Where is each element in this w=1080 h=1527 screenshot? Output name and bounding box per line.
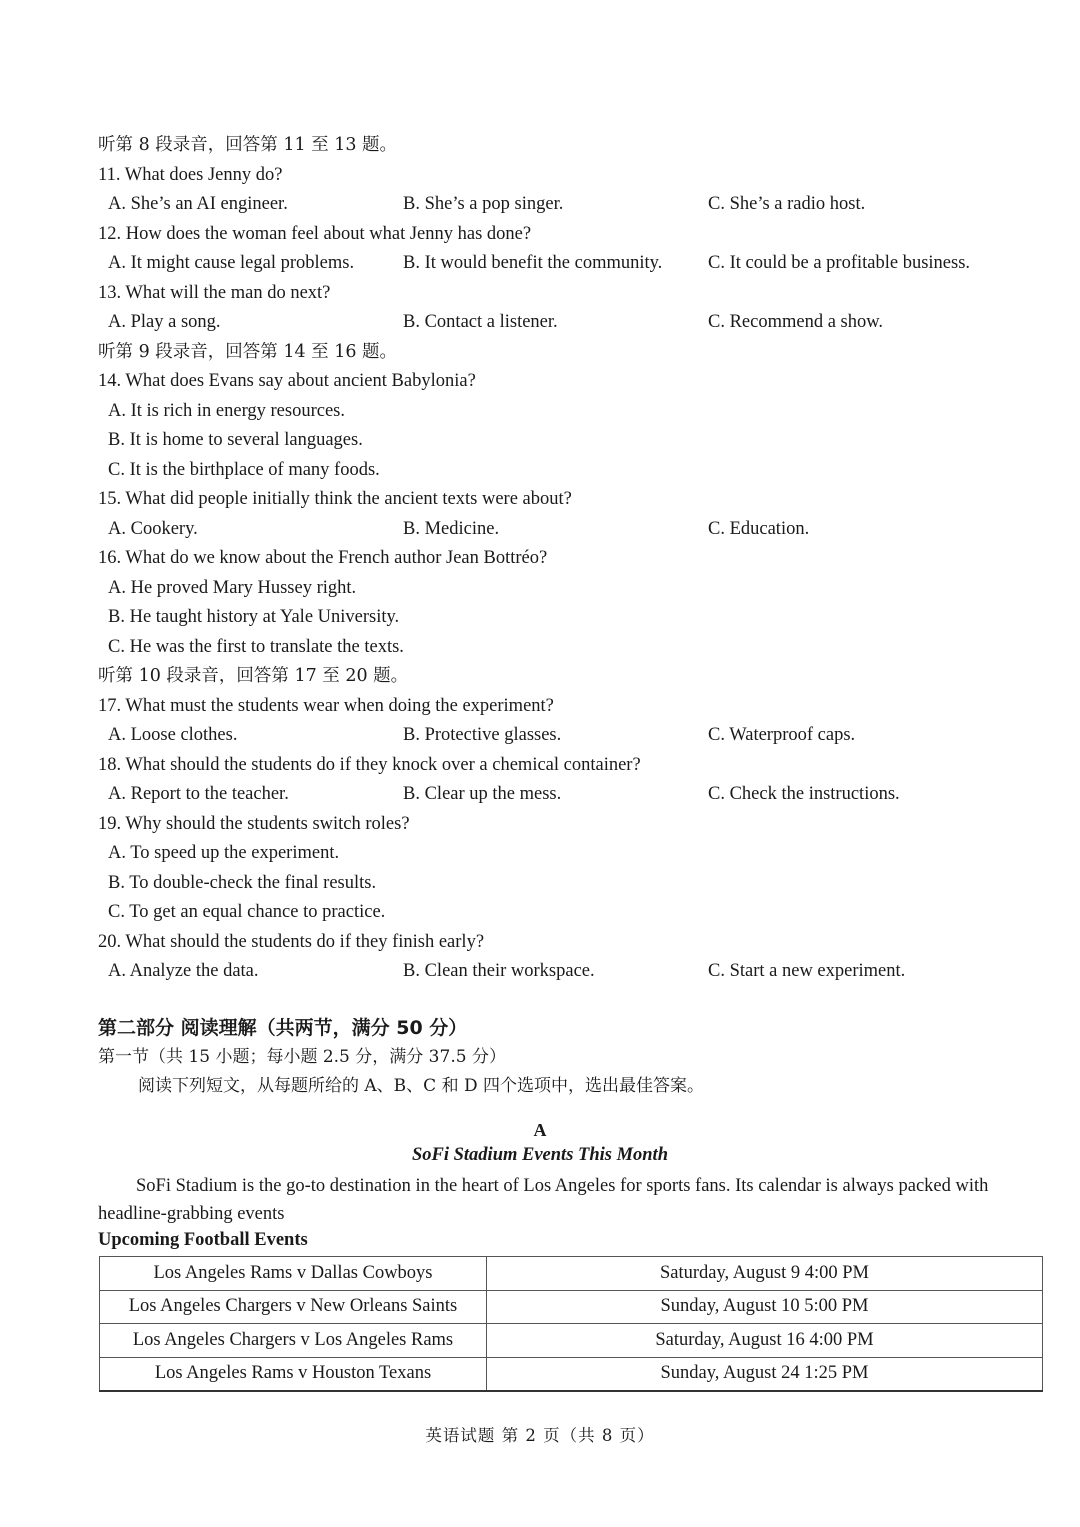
question-20-stem: 20. What should the students do if they finish early? xyxy=(98,931,485,952)
event-time: Sunday, August 24 1:25 PM xyxy=(487,1357,1043,1391)
q16-option-c: C. He was the first to translate the texts. xyxy=(108,636,404,657)
q13-option-a: A. Play a song. xyxy=(108,312,221,332)
table-row xyxy=(100,1324,1043,1358)
event-time: Saturday, August 9 4:00 PM xyxy=(487,1257,1043,1291)
question-11-stem: 11. What does Jenny do? xyxy=(98,164,283,185)
q14-option-b-line xyxy=(98,426,998,456)
q17-option-a: A. Loose clothes. xyxy=(108,725,238,745)
section-8-header: 听第 8 段录音，回答第 11 至 13 题。 xyxy=(98,135,398,155)
q18-option-a: A. Report to the teacher. xyxy=(108,784,289,804)
q16-option-a: A. He proved Mary Hussey right. xyxy=(108,577,357,598)
section-9-header: 听第 9 段录音，回答第 14 至 16 题。 xyxy=(98,341,398,362)
question-18-options xyxy=(98,780,998,810)
q19-option-a-line xyxy=(98,839,998,869)
q18-option-c: C. Check the instructions. xyxy=(708,784,900,804)
q14-option-c: C. It is the birthplace of many foods. xyxy=(108,459,380,480)
question-11-options xyxy=(98,190,998,220)
q20-option-a: A. Analyze the data. xyxy=(108,961,259,981)
q17-option-c: C. Waterproof caps. xyxy=(708,725,856,745)
reading-section-header xyxy=(98,1013,998,1101)
q16-option-c-line xyxy=(98,633,998,663)
question-17-options xyxy=(98,721,998,751)
question-18-stem: 18. What should the students do if they knock over a chemical container? xyxy=(98,754,641,775)
q19-option-c-line xyxy=(98,898,998,928)
q14-option-a: A. It is rich in energy resources. xyxy=(108,400,346,421)
page-footer: 英语试题 第 2 页（共 8 页） xyxy=(425,1426,655,1445)
q16-option-a-line xyxy=(98,574,998,604)
q19-option-b-line xyxy=(98,869,998,899)
passage-letter: A xyxy=(533,1120,547,1140)
events-table xyxy=(99,1256,1043,1392)
q11-option-b: B. She’s a pop singer. xyxy=(403,194,564,214)
q13-option-c: C. Recommend a show. xyxy=(708,312,884,332)
event-time: Sunday, August 10 5:00 PM xyxy=(487,1290,1043,1324)
question-16-stem: 16. What do we know about the French author Jean Bottréo? xyxy=(98,548,548,568)
event-match: Los Angeles Chargers v New Orleans Saints xyxy=(100,1290,487,1324)
q12-option-b: B. It would benefit the community. xyxy=(403,253,663,273)
section-one-title: 第一节（共 15 小题；每小题 2.5 分，满分 37.5 分） xyxy=(98,1047,506,1067)
question-20-options xyxy=(98,957,998,987)
q15-option-a: A. Cookery. xyxy=(108,518,198,539)
passage-paragraph: SoFi Stadium is the go-to destination in the heart of Los Angeles for sports fans. Its calendar is always packed with headline-grabbing events xyxy=(98,1176,989,1224)
events-heading: Upcoming Football Events xyxy=(98,1230,308,1250)
q13-option-b: B. Contact a listener. xyxy=(403,312,558,332)
q18-option-b: B. Clear up the mess. xyxy=(403,784,562,804)
q11-option-a: A. She’s an AI engineer. xyxy=(108,194,288,214)
q12-option-a: A. It might cause legal problems. xyxy=(108,253,355,273)
q14-option-a-line xyxy=(98,397,998,427)
question-14-stem: 14. What does Evans say about ancient Babylonia? xyxy=(98,371,476,391)
q15-option-b: B. Medicine. xyxy=(403,518,500,539)
q20-option-c: C. Start a new experiment. xyxy=(708,961,906,981)
part-two-title: 第二部分 阅读理解（共两节，满分 50 分） xyxy=(98,1017,468,1039)
question-15-stem: 15. What did people initially think the ancient texts were about? xyxy=(98,489,572,509)
passage-title: SoFi Stadium Events This Month xyxy=(411,1145,668,1165)
question-13-stem: 13. What will the man do next? xyxy=(98,282,331,303)
question-12-stem: 12. How does the woman feel about what Jenny has done? xyxy=(98,223,532,244)
event-time: Saturday, August 16 4:00 PM xyxy=(487,1324,1043,1358)
event-match: Los Angeles Rams v Houston Texans xyxy=(100,1357,487,1391)
question-15-options xyxy=(98,515,998,545)
table-row xyxy=(100,1257,1043,1291)
q16-option-b: B. He taught history at Yale University. xyxy=(108,607,400,627)
question-17-stem: 17. What must the students wear when doing the experiment? xyxy=(98,695,554,716)
q11-option-c: C. She’s a radio host. xyxy=(708,194,866,214)
q19-option-b: B. To double-check the final results. xyxy=(108,872,377,893)
q12-option-c: C. It could be a profitable business. xyxy=(708,253,971,273)
section-10-header: 听第 10 段录音，回答第 17 至 20 题。 xyxy=(98,666,409,686)
event-match: Los Angeles Chargers v Los Angeles Rams xyxy=(100,1324,487,1358)
reading-instructions: 阅读下列短文，从每题所给的 A、B、C 和 D 四个选项中，选出最佳答案。 xyxy=(138,1076,705,1096)
q19-option-c: C. To get an equal chance to practice. xyxy=(108,902,386,922)
q17-option-b: B. Protective glasses. xyxy=(403,725,562,745)
listening-section xyxy=(98,131,998,987)
q14-option-b: B. It is home to several languages. xyxy=(108,430,363,450)
q14-option-c-line xyxy=(98,456,998,486)
q16-option-b-line xyxy=(98,603,998,633)
table-row xyxy=(100,1290,1043,1324)
event-match: Los Angeles Rams v Dallas Cowboys xyxy=(100,1257,487,1291)
question-12-options xyxy=(98,249,998,279)
question-19-stem: 19. Why should the students switch roles? xyxy=(98,813,410,834)
question-13-options xyxy=(98,308,998,338)
q20-option-b: B. Clean their workspace. xyxy=(403,961,595,981)
q19-option-a: A. To speed up the experiment. xyxy=(108,843,340,863)
q15-option-c: C. Education. xyxy=(708,518,810,539)
table-row xyxy=(100,1357,1043,1391)
